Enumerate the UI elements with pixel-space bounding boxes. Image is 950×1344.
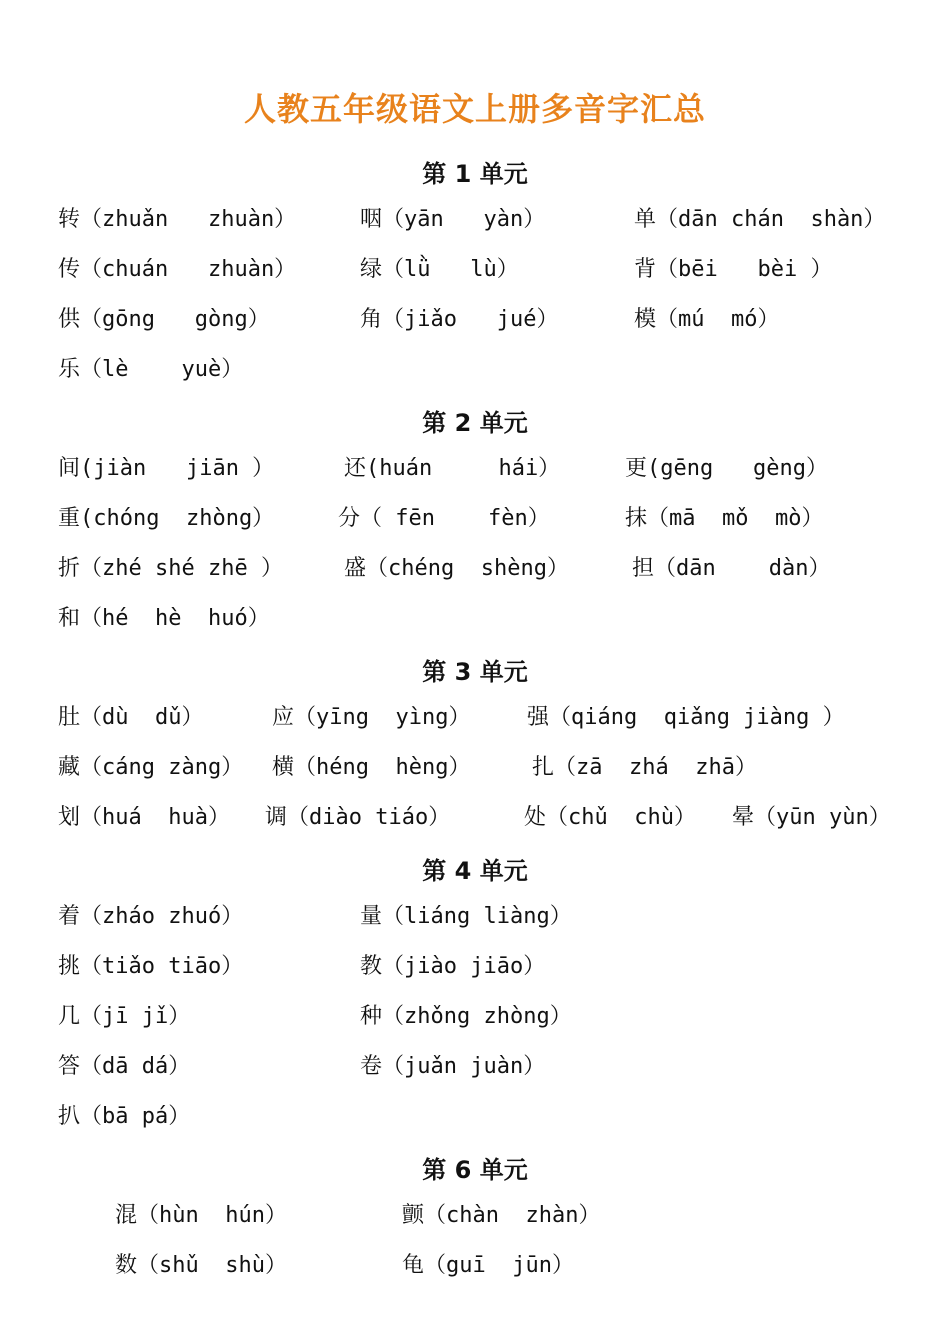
entry: 背（bēi bèi ） xyxy=(634,257,833,282)
entry: 几（jī jǐ） xyxy=(58,1004,191,1029)
entry: 藏（cáng zàng） xyxy=(58,755,244,780)
entry: 混（hùn hún） xyxy=(115,1203,287,1228)
entry: 划（huá huà） xyxy=(58,805,230,830)
entry: 模（mú mó） xyxy=(634,307,780,332)
entry: 盛（chéng shèng） xyxy=(344,556,569,581)
entry: 种（zhǒng zhòng） xyxy=(360,1004,572,1029)
entry: 颤（chàn zhàn） xyxy=(402,1203,601,1228)
entry: 挑（tiǎo tiāo） xyxy=(58,954,244,979)
entry: 处（chǔ chù） xyxy=(524,805,696,830)
unit-heading: 第 3 单元 xyxy=(422,658,528,686)
entry: 重(chóng zhòng） xyxy=(58,506,275,531)
entry: 和（hé hè huó） xyxy=(58,606,270,631)
entry: 抹（mā mǒ mò） xyxy=(625,506,824,531)
entry: 肚（dù dǔ） xyxy=(58,705,204,730)
entry: 答（dā dá） xyxy=(58,1054,191,1079)
entry: 分（ fēn fèn） xyxy=(338,506,550,531)
unit-heading: 第 4 单元 xyxy=(422,857,528,885)
entry: 卷（juǎn juàn） xyxy=(360,1054,546,1079)
entry: 供（gōng gòng） xyxy=(58,307,270,332)
entry: 折（zhé shé zhē ） xyxy=(58,556,283,581)
page-title: 人教五年级语文上册多音字汇总 xyxy=(243,90,706,128)
entry: 龟（guī jūn） xyxy=(402,1253,574,1278)
entry: 传（chuán zhuàn） xyxy=(58,257,297,282)
entry: 更(gēng gèng） xyxy=(625,456,828,481)
entry: 间(jiàn jiān ） xyxy=(58,456,275,481)
entry: 咽（yān yàn） xyxy=(360,207,546,232)
entry: 绿（lǜ lù） xyxy=(360,257,519,282)
entry: 强（qiáng qiǎng jiàng ） xyxy=(527,705,845,730)
unit-heading: 第 2 单元 xyxy=(422,409,528,437)
entry: 晕（yūn yùn） xyxy=(732,805,891,830)
entry: 着（zháo zhuó） xyxy=(58,904,244,929)
entry: 还(huán hái） xyxy=(344,456,561,481)
entry: 应（yīng yìng） xyxy=(272,705,471,730)
unit-heading: 第 6 单元 xyxy=(422,1156,528,1184)
entry: 单（dān chán shàn） xyxy=(634,207,886,232)
entry: 角（jiǎo jué） xyxy=(360,307,559,332)
entry: 转（zhuǎn zhuàn） xyxy=(58,207,297,232)
entry: 数（shǔ shù） xyxy=(115,1253,287,1278)
entry: 量（liáng liàng） xyxy=(360,904,572,929)
unit-heading: 第 1 单元 xyxy=(422,160,528,188)
entry: 扎（zā zhá zhā） xyxy=(532,755,757,780)
entry: 担（dān dàn） xyxy=(632,556,831,581)
entry: 调（diào tiáo） xyxy=(265,805,451,830)
entry: 教（jiào jiāo） xyxy=(360,954,546,979)
entry: 横（héng hèng） xyxy=(272,755,471,780)
entry: 乐（lè yuè） xyxy=(58,357,244,382)
entry: 扒（bā pá） xyxy=(58,1104,191,1129)
